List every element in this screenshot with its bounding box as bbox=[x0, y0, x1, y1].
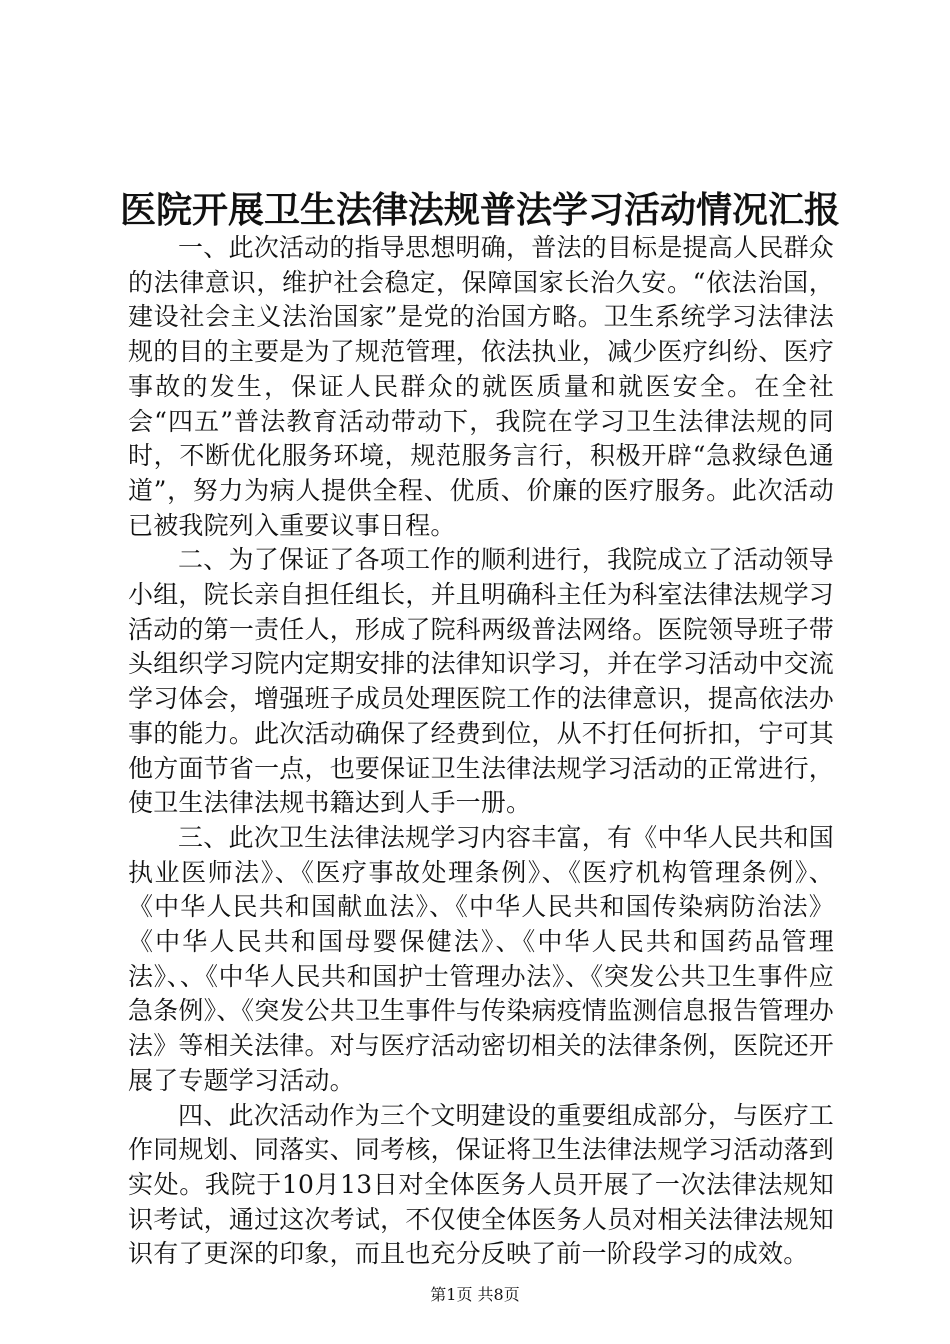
page-footer: 第1页 共8页 bbox=[430, 1285, 520, 1304]
paragraph-4: 四、此次活动作为三个文明建设的重要组成部分，与医疗工作同规划、同落实、同考核，保证将卫生法律法规学习活动落到实处。我院于10月13日对全体医务人员开展了一次法律法规知识考试，通过这次考试，不仅使全体医务人员对相关法律法规知识有了更深的印象，而且也充分反映了前一阶段学习的成效。 bbox=[128, 1100, 834, 1269]
document-body bbox=[128, 231, 834, 1272]
paragraph-1: 一、此次活动的指导思想明确，普法的目标是提高人民群众的法律意识，维护社会稳定，保障国家长治久安。“依法治国，建设社会主义法治国家”是党的治国方略。卫生系统学习法律法规的目的主要是为了规范管理，依法执业，减少医疗纠纷、医疗事故的发生，保证人民群众的就医质量和就医安全。在全社会“四五”普法教育活动带动下，我院在学习卫生法律法规的同时，不断优化服务环境，规范服务言行，积极开辟“急救绿色通道”，努力为病人提供全程、优质、价廉的医疗服务。此次活动已被我院列入重要议事日程。 bbox=[128, 233, 834, 540]
document-title: 医院开展卫生法律法规普法学习活动情况汇报 bbox=[120, 189, 841, 231]
paragraph-2: 二、为了保证了各项工作的顺利进行，我院成立了活动领导小组，院长亲自担任组长，并且明确科主任为科室法律法规学习活动的第一责任人，形成了院科两级普法网络。医院领导班子带头组织学习院内定期安排的法律知识学习，并在学习活动中交流学习体会，增强班子成员处理医院工作的法律意识，提高依法办事的能力。此次活动确保了经费到位，从不打任何折扣，宁可其他方面节省一点，也要保证卫生法律法规学习活动的正常进行，使卫生法律法规书籍达到人手一册。 bbox=[128, 545, 834, 818]
paragraph-3: 三、此次卫生法律法规学习内容丰富，有《中华人民共和国执业医师法》、《医疗事故处理条例》、《医疗机构管理条例》、《中华人民共和国献血法》、《中华人民共和国传染病防治法》《中华人民共和国母婴保健法》、《中华人民共和国药品管理法》、、《中华人民共和国护士管理办法》、《突发公共卫生事件应急条例》、《突发公共卫生事件与传染病疫情监测信息报告管理办法》等相关法律。对与医疗活动密切相关的法律条例，医院还开展了专题学习活动。 bbox=[128, 822, 834, 1095]
